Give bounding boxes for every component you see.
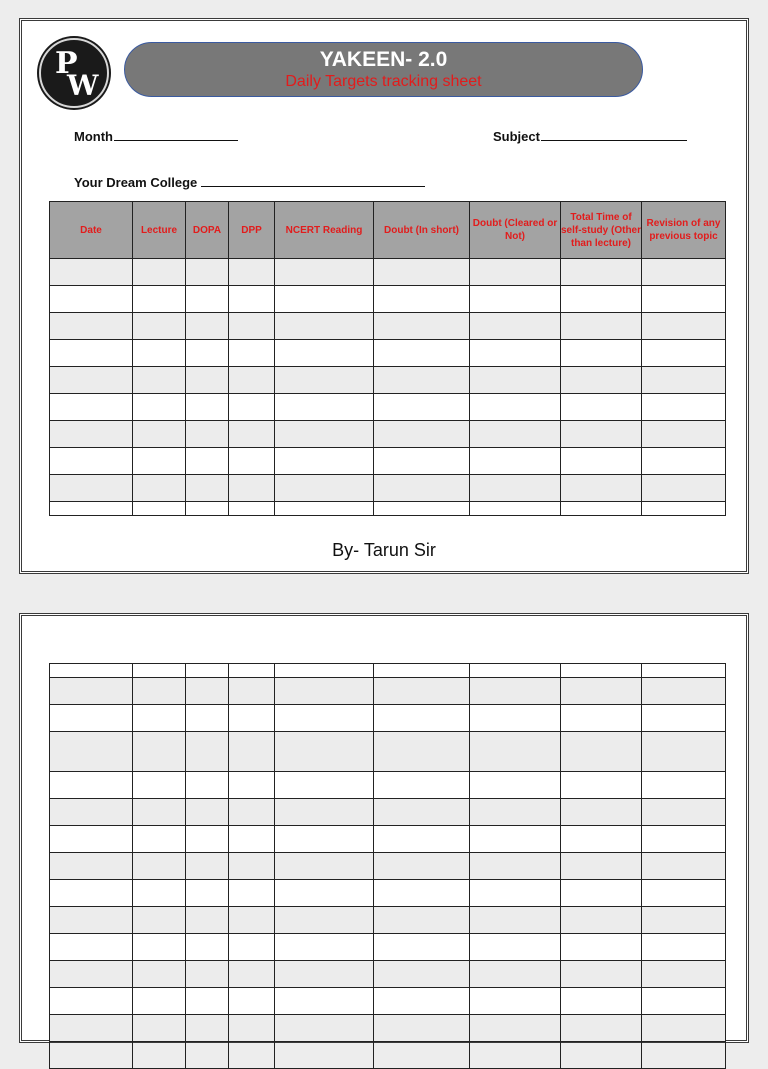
table-cell[interactable] xyxy=(642,705,726,732)
table-cell[interactable] xyxy=(374,732,470,772)
table-cell[interactable] xyxy=(642,853,726,880)
table-cell[interactable] xyxy=(133,826,186,853)
continuation-table xyxy=(49,663,726,1069)
table-cell[interactable] xyxy=(642,421,726,448)
table-cell[interactable] xyxy=(561,448,642,475)
table-cell[interactable] xyxy=(275,826,374,853)
table-cell[interactable] xyxy=(642,961,726,988)
table-cell[interactable] xyxy=(186,826,229,853)
header-revision: Revision of any previous topic xyxy=(642,202,726,259)
table-cell[interactable] xyxy=(470,705,561,732)
table-cell[interactable] xyxy=(275,394,374,421)
table-cell[interactable] xyxy=(374,1042,470,1069)
table-cell[interactable] xyxy=(186,1015,229,1042)
table-cell[interactable] xyxy=(186,421,229,448)
table-cell[interactable] xyxy=(374,394,470,421)
table-cell[interactable] xyxy=(229,961,275,988)
table-cell[interactable] xyxy=(470,934,561,961)
table-header-row xyxy=(50,202,726,259)
table-cell[interactable] xyxy=(642,772,726,799)
table-cell[interactable] xyxy=(275,313,374,340)
table-cell[interactable] xyxy=(50,475,133,502)
table-cell[interactable] xyxy=(186,961,229,988)
table-row xyxy=(50,678,726,705)
table-cell[interactable] xyxy=(186,988,229,1015)
table-cell[interactable] xyxy=(275,732,374,772)
table-cell[interactable] xyxy=(561,988,642,1015)
table-cell[interactable] xyxy=(133,961,186,988)
table-cell[interactable] xyxy=(229,367,275,394)
table-cell[interactable] xyxy=(50,448,133,475)
table-cell[interactable] xyxy=(133,880,186,907)
table-cell[interactable] xyxy=(275,934,374,961)
table-cell[interactable] xyxy=(470,448,561,475)
subject-label: Subject xyxy=(493,129,540,144)
table-cell[interactable] xyxy=(470,475,561,502)
table-cell[interactable] xyxy=(642,907,726,934)
table-cell[interactable] xyxy=(186,367,229,394)
table-row xyxy=(50,799,726,826)
table-cell[interactable] xyxy=(642,313,726,340)
table-cell[interactable] xyxy=(275,880,374,907)
table-cell[interactable] xyxy=(561,880,642,907)
table-cell[interactable] xyxy=(229,286,275,313)
table-cell[interactable] xyxy=(374,705,470,732)
table-cell[interactable] xyxy=(186,448,229,475)
table-cell[interactable] xyxy=(642,367,726,394)
table-row xyxy=(50,259,726,286)
table-cell[interactable] xyxy=(642,448,726,475)
table-cell[interactable] xyxy=(229,988,275,1015)
table-cell[interactable] xyxy=(470,1015,561,1042)
table-cell[interactable] xyxy=(275,961,374,988)
daily-target-table xyxy=(49,201,726,516)
table-cell[interactable] xyxy=(186,340,229,367)
table-cell[interactable] xyxy=(50,421,133,448)
table-row xyxy=(50,475,726,502)
table-cell[interactable] xyxy=(374,826,470,853)
table-cell[interactable] xyxy=(229,475,275,502)
table-cell[interactable] xyxy=(642,799,726,826)
table-cell[interactable] xyxy=(561,664,642,678)
table-cell[interactable] xyxy=(561,853,642,880)
table-cell[interactable] xyxy=(374,421,470,448)
table-cell[interactable] xyxy=(470,907,561,934)
table-cell[interactable] xyxy=(229,772,275,799)
table-row xyxy=(50,502,726,516)
table-cell[interactable] xyxy=(229,934,275,961)
table-cell[interactable] xyxy=(470,826,561,853)
table-cell[interactable] xyxy=(374,475,470,502)
table-cell[interactable] xyxy=(561,475,642,502)
table-cell[interactable] xyxy=(229,907,275,934)
table-cell[interactable] xyxy=(50,678,133,705)
table-cell[interactable] xyxy=(561,907,642,934)
table-cell[interactable] xyxy=(374,664,470,678)
table-cell[interactable] xyxy=(642,475,726,502)
table-cell[interactable] xyxy=(133,367,186,394)
table-cell[interactable] xyxy=(186,705,229,732)
table-cell[interactable] xyxy=(50,772,133,799)
table-cell[interactable] xyxy=(470,421,561,448)
table-cell[interactable] xyxy=(470,502,561,516)
month-blank-line[interactable] xyxy=(114,128,238,141)
table-cell[interactable] xyxy=(275,340,374,367)
table-cell[interactable] xyxy=(275,259,374,286)
table-cell[interactable] xyxy=(642,340,726,367)
table-cell[interactable] xyxy=(374,799,470,826)
table-cell[interactable] xyxy=(642,1042,726,1069)
table-cell[interactable] xyxy=(470,664,561,678)
table-cell[interactable] xyxy=(229,705,275,732)
table-cell[interactable] xyxy=(642,732,726,772)
table-cell[interactable] xyxy=(50,259,133,286)
table-cell[interactable] xyxy=(561,259,642,286)
table-cell[interactable] xyxy=(50,1015,133,1042)
table-cell[interactable] xyxy=(275,421,374,448)
table-cell[interactable] xyxy=(642,664,726,678)
table-cell[interactable] xyxy=(186,732,229,772)
table-cell[interactable] xyxy=(186,853,229,880)
table-cell[interactable] xyxy=(470,961,561,988)
table-cell[interactable] xyxy=(275,1015,374,1042)
table-cell[interactable] xyxy=(186,772,229,799)
table-cell[interactable] xyxy=(275,367,374,394)
logo-letter-p: P xyxy=(55,46,78,81)
dream-college-blank-line[interactable] xyxy=(201,174,425,187)
author-credit: By- Tarun Sir xyxy=(332,540,436,560)
table-cell[interactable] xyxy=(470,988,561,1015)
table-cell[interactable] xyxy=(133,799,186,826)
table-cell[interactable] xyxy=(374,853,470,880)
table-cell[interactable] xyxy=(642,502,726,516)
table-cell[interactable] xyxy=(229,1015,275,1042)
table-cell[interactable] xyxy=(133,1042,186,1069)
table-cell[interactable] xyxy=(186,259,229,286)
table-cell[interactable] xyxy=(275,664,374,678)
table-cell[interactable] xyxy=(50,961,133,988)
table-cell[interactable] xyxy=(133,988,186,1015)
table-cell[interactable] xyxy=(229,826,275,853)
table-row xyxy=(50,853,726,880)
table-cell[interactable] xyxy=(50,799,133,826)
table-cell[interactable] xyxy=(229,448,275,475)
table-cell[interactable] xyxy=(133,394,186,421)
table-cell[interactable] xyxy=(374,340,470,367)
table-cell[interactable] xyxy=(561,313,642,340)
table-cell[interactable] xyxy=(50,880,133,907)
table-cell[interactable] xyxy=(275,853,374,880)
month-label: Month xyxy=(74,129,113,144)
table-cell[interactable] xyxy=(642,988,726,1015)
table-cell[interactable] xyxy=(186,394,229,421)
table-cell[interactable] xyxy=(642,286,726,313)
logo-letter-w: W xyxy=(67,69,99,102)
header-doubt-cleared: Doubt (Cleared or Not) xyxy=(470,202,561,259)
table-cell[interactable] xyxy=(470,732,561,772)
table-cell[interactable] xyxy=(275,286,374,313)
dream-college-field xyxy=(74,174,425,190)
table-cell[interactable] xyxy=(561,961,642,988)
table-cell[interactable] xyxy=(186,934,229,961)
table-cell[interactable] xyxy=(561,826,642,853)
table-cell[interactable] xyxy=(133,705,186,732)
table-cell[interactable] xyxy=(561,732,642,772)
table-cell[interactable] xyxy=(275,907,374,934)
table-cell[interactable] xyxy=(374,448,470,475)
table-cell[interactable] xyxy=(133,475,186,502)
table-cell[interactable] xyxy=(133,421,186,448)
header-dopa: DOPA xyxy=(186,202,229,259)
table-cell[interactable] xyxy=(50,732,133,772)
table-cell[interactable] xyxy=(275,799,374,826)
table-cell[interactable] xyxy=(229,799,275,826)
table-row xyxy=(50,1015,726,1042)
table-cell[interactable] xyxy=(50,502,133,516)
table-cell[interactable] xyxy=(229,340,275,367)
table-cell[interactable] xyxy=(561,678,642,705)
table-cell[interactable] xyxy=(186,313,229,340)
table-row xyxy=(50,934,726,961)
header-dpp: DPP xyxy=(229,202,275,259)
table-cell[interactable] xyxy=(50,907,133,934)
table-row xyxy=(50,961,726,988)
table-cell[interactable] xyxy=(186,286,229,313)
table-cell[interactable] xyxy=(186,880,229,907)
table-cell[interactable] xyxy=(642,259,726,286)
table-cell[interactable] xyxy=(470,678,561,705)
table-cell[interactable] xyxy=(642,880,726,907)
table-cell[interactable] xyxy=(374,1015,470,1042)
table-cell[interactable] xyxy=(470,799,561,826)
table-cell[interactable] xyxy=(470,880,561,907)
table-cell[interactable] xyxy=(133,772,186,799)
table-cell[interactable] xyxy=(470,367,561,394)
table-cell[interactable] xyxy=(50,988,133,1015)
table-row xyxy=(50,367,726,394)
table-cell[interactable] xyxy=(561,367,642,394)
table-cell[interactable] xyxy=(50,1042,133,1069)
table-cell[interactable] xyxy=(470,1042,561,1069)
table-cell[interactable] xyxy=(186,664,229,678)
table-cell[interactable] xyxy=(642,826,726,853)
table-row xyxy=(50,313,726,340)
table-cell[interactable] xyxy=(275,678,374,705)
subject-blank-line[interactable] xyxy=(541,128,687,141)
month-field xyxy=(74,128,238,144)
table-cell[interactable] xyxy=(50,664,133,678)
table-cell[interactable] xyxy=(470,286,561,313)
header-ncert-reading: NCERT Reading xyxy=(275,202,374,259)
table-cell[interactable] xyxy=(374,678,470,705)
subject-field xyxy=(493,128,687,144)
continuation-table-body xyxy=(50,664,726,1069)
table-cell[interactable] xyxy=(374,772,470,799)
table-cell[interactable] xyxy=(50,340,133,367)
table-cell[interactable] xyxy=(374,286,470,313)
table-cell[interactable] xyxy=(642,1015,726,1042)
table-cell[interactable] xyxy=(470,340,561,367)
table-cell[interactable] xyxy=(275,772,374,799)
tracking-sheet-page-1 xyxy=(19,18,749,574)
table-cell[interactable] xyxy=(229,678,275,705)
table-cell[interactable] xyxy=(133,448,186,475)
pw-logo xyxy=(39,38,109,108)
table-cell[interactable] xyxy=(133,259,186,286)
table-cell[interactable] xyxy=(561,502,642,516)
table-cell[interactable] xyxy=(229,853,275,880)
table-row xyxy=(50,705,726,732)
table-cell[interactable] xyxy=(50,934,133,961)
table-row xyxy=(50,448,726,475)
table-cell[interactable] xyxy=(374,313,470,340)
table-row xyxy=(50,664,726,678)
title-banner xyxy=(124,42,643,97)
table-cell[interactable] xyxy=(133,286,186,313)
table-cell[interactable] xyxy=(561,799,642,826)
table-cell[interactable] xyxy=(50,286,133,313)
table-cell[interactable] xyxy=(133,313,186,340)
table-cell[interactable] xyxy=(470,394,561,421)
table-cell[interactable] xyxy=(50,705,133,732)
table-cell[interactable] xyxy=(229,1042,275,1069)
tracking-sheet-page-2 xyxy=(19,613,749,1043)
table-cell[interactable] xyxy=(186,502,229,516)
table-cell[interactable] xyxy=(374,502,470,516)
table-cell[interactable] xyxy=(229,880,275,907)
table-cell[interactable] xyxy=(186,475,229,502)
header-doubt-short: Doubt (In short) xyxy=(374,202,470,259)
table-cell[interactable] xyxy=(275,705,374,732)
table-cell[interactable] xyxy=(275,988,374,1015)
table-cell[interactable] xyxy=(133,853,186,880)
table-cell[interactable] xyxy=(374,961,470,988)
table-cell[interactable] xyxy=(275,1042,374,1069)
table-row xyxy=(50,772,726,799)
table-cell[interactable] xyxy=(186,907,229,934)
table-row xyxy=(50,286,726,313)
table-cell[interactable] xyxy=(642,394,726,421)
table-cell[interactable] xyxy=(133,340,186,367)
table-cell[interactable] xyxy=(470,259,561,286)
table-row xyxy=(50,340,726,367)
table-cell[interactable] xyxy=(50,394,133,421)
table-cell[interactable] xyxy=(275,475,374,502)
table-cell[interactable] xyxy=(561,394,642,421)
table-cell[interactable] xyxy=(470,772,561,799)
table-cell[interactable] xyxy=(374,259,470,286)
table-cell[interactable] xyxy=(133,664,186,678)
table-cell[interactable] xyxy=(50,367,133,394)
table-cell[interactable] xyxy=(275,502,374,516)
table-row xyxy=(50,394,726,421)
table-cell[interactable] xyxy=(133,907,186,934)
table-cell[interactable] xyxy=(561,1015,642,1042)
sheet-title: YAKEEN- 2.0 xyxy=(319,48,448,71)
header-lecture: Lecture xyxy=(133,202,186,259)
table-body xyxy=(50,259,726,516)
table-cell[interactable] xyxy=(561,934,642,961)
table-cell[interactable] xyxy=(50,853,133,880)
table-row xyxy=(50,988,726,1015)
table-cell[interactable] xyxy=(186,799,229,826)
table-cell[interactable] xyxy=(374,880,470,907)
table-cell[interactable] xyxy=(561,340,642,367)
table-cell[interactable] xyxy=(229,421,275,448)
table-row xyxy=(50,907,726,934)
table-cell[interactable] xyxy=(374,934,470,961)
table-cell[interactable] xyxy=(374,988,470,1015)
table-row xyxy=(50,732,726,772)
table-cell[interactable] xyxy=(229,664,275,678)
table-cell[interactable] xyxy=(561,772,642,799)
header-self-study-time: Total Time of self-study (Other than lecture) xyxy=(561,202,642,259)
table-cell[interactable] xyxy=(374,907,470,934)
table-cell[interactable] xyxy=(229,732,275,772)
table-cell[interactable] xyxy=(642,934,726,961)
table-row xyxy=(50,880,726,907)
table-row xyxy=(50,826,726,853)
table-row xyxy=(50,1042,726,1069)
table-cell[interactable] xyxy=(275,448,374,475)
table-cell[interactable] xyxy=(133,1015,186,1042)
table-row xyxy=(50,421,726,448)
table-cell[interactable] xyxy=(133,502,186,516)
table-cell[interactable] xyxy=(561,705,642,732)
dream-college-label: Your Dream College xyxy=(74,175,198,190)
table-cell[interactable] xyxy=(470,313,561,340)
table-cell[interactable] xyxy=(374,367,470,394)
table-cell[interactable] xyxy=(229,313,275,340)
table-cell[interactable] xyxy=(50,826,133,853)
table-cell[interactable] xyxy=(642,678,726,705)
sheet-subtitle: Daily Targets tracking sheet xyxy=(285,73,482,90)
table-cell[interactable] xyxy=(470,853,561,880)
table-cell[interactable] xyxy=(133,732,186,772)
table-cell[interactable] xyxy=(50,313,133,340)
table-cell[interactable] xyxy=(186,678,229,705)
header-date: Date xyxy=(50,202,133,259)
table-cell[interactable] xyxy=(229,502,275,516)
table-cell[interactable] xyxy=(229,259,275,286)
table-cell[interactable] xyxy=(561,1042,642,1069)
table-cell[interactable] xyxy=(561,421,642,448)
table-cell[interactable] xyxy=(186,1042,229,1069)
table-cell[interactable] xyxy=(133,934,186,961)
table-cell[interactable] xyxy=(229,394,275,421)
table-cell[interactable] xyxy=(133,678,186,705)
table-cell[interactable] xyxy=(561,286,642,313)
